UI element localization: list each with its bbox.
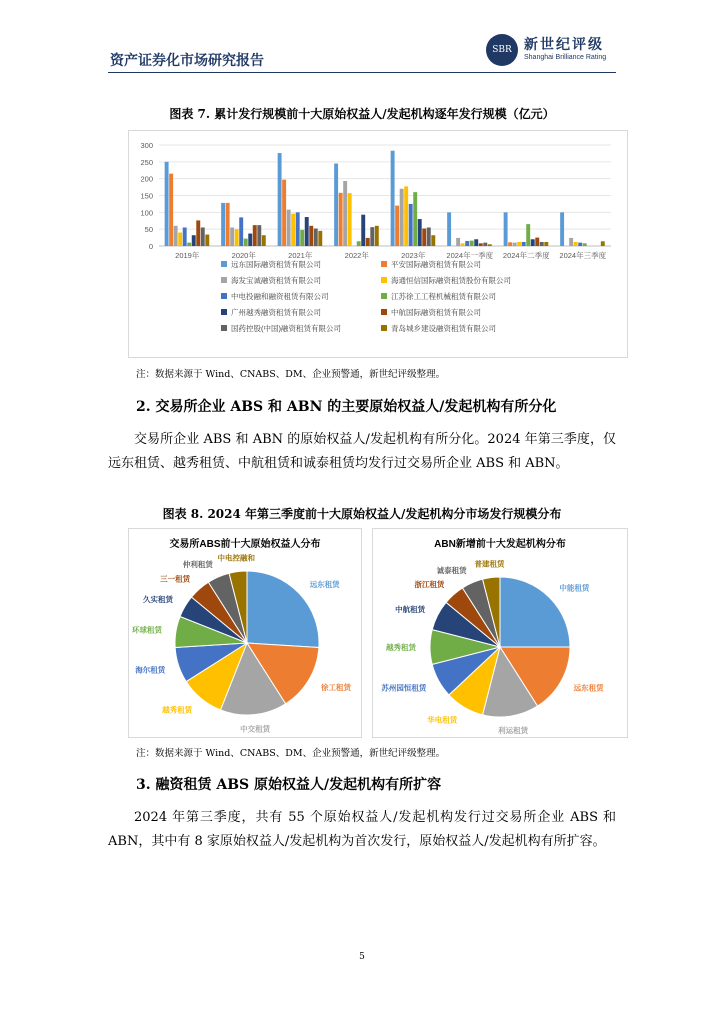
pie-slice-label: 远东租赁 [309,580,340,590]
bar [583,243,587,246]
pie-slice-label: 诚泰租赁 [436,565,467,575]
logo-emblem-icon: SBR [486,34,518,66]
bar [574,242,578,246]
bar [375,226,379,246]
legend-swatch [381,309,387,315]
bar [278,153,282,246]
pie-slice-label: 华电租赁 [427,715,458,725]
bar [544,242,548,246]
bar [187,243,191,246]
x-tick-label: 2024年一季度 [446,251,494,260]
bar [300,230,304,246]
legend-swatch [221,277,227,283]
bar [169,174,173,246]
bar [522,242,526,246]
y-tick-label: 150 [140,191,153,201]
y-tick-label: 200 [140,174,153,184]
bar [205,235,209,246]
legend-label: 青岛城乡建设融资租赁有限公司 [391,324,496,333]
bar [560,212,564,246]
figure7-source-note: 注：数据来源于 Wind、CNABS、DM、企业预警通，新世纪评级整理。 [136,369,446,380]
bar [578,243,582,246]
bar [287,210,291,246]
legend-label: 江苏徐工工程机械租赁有限公司 [391,292,496,301]
bar [400,189,404,246]
x-tick-label: 2024年三季度 [559,251,607,260]
legend-label: 海通恒信国际融资租赁股份有限公司 [391,276,511,285]
section2-paragraph: 交易所企业 ABS 和 ABN 的原始权益人/发起机构有所分化。2024 年第三季度，仅远东租赁、越秀租赁、中航租赁和诚泰租赁均发行过交易所企业 ABS 和 ABN。 [108,432,616,471]
legend-swatch [381,277,387,283]
pie-slice-label: 远东租赁 [573,683,604,693]
bar [361,215,365,246]
bar [470,241,474,246]
bar [391,151,395,246]
figure7-bar-chart [129,131,627,357]
pie-left-chart [129,529,361,737]
bar [456,238,460,246]
bar [201,227,205,246]
bar [183,227,187,246]
bar [526,224,530,246]
bar [601,241,605,246]
legend-label: 中航国际融资租赁有限公司 [391,308,481,317]
bar [474,239,478,246]
bar [174,226,178,246]
bar [165,162,169,246]
pie-right-chart [373,529,627,737]
legend-swatch [381,261,387,267]
bar [418,219,422,246]
pie-slice-label: 中航租赁 [395,604,426,614]
legend-swatch [221,261,227,267]
legend-swatch [381,325,387,331]
bar [348,193,352,246]
bar [221,203,225,246]
pie-left-frame [128,528,362,738]
bar [291,214,295,246]
bar [540,242,544,246]
pie-slice-label: 中交租赁 [240,724,271,734]
y-tick-label: 100 [140,208,153,218]
bar [226,203,230,246]
section3-paragraph: 2024 年第三季度，共有 55 个原始权益人/发起机构发行过交易所企业 ABS 和 ABN，其中有 8 家原始权益人/发起机构为首次发行，原始权益人/发起机构有所扩容。 [108,810,616,849]
bar [257,225,261,246]
bar [431,235,435,246]
legend-label: 广州越秀融资租赁有限公司 [231,308,321,317]
bar [253,225,257,246]
bar [413,192,417,246]
bar [427,227,431,246]
y-tick-label: 300 [140,141,153,150]
figure8-title: 图表 8. 2024 年第三季度前十大原始权益人/发起机构分市场发行规模分布 [162,507,562,521]
pie-slice-label: 徐工租赁 [321,682,352,692]
bar [395,206,399,246]
bar [370,227,374,246]
pie-slice-label: 利运租赁 [498,725,529,735]
pie-slice-label: 海尔租赁 [135,665,166,675]
brand-logo [486,34,616,70]
pie-slice-label: 普建租赁 [474,559,505,569]
bar [357,241,361,246]
x-tick-label: 2021年 [288,251,313,260]
bar [339,193,343,246]
figure7-chart-frame [128,130,628,358]
legend-swatch [381,293,387,299]
pie-slice [247,571,319,648]
pie-slice-label: 中能租赁 [559,583,590,593]
bar [262,235,266,246]
bar [504,212,508,246]
bar [282,180,286,246]
bar [535,238,539,246]
y-tick-label: 0 [148,242,153,251]
bar [517,242,521,246]
y-tick-label: 250 [140,157,153,167]
y-tick-label: 50 [144,225,153,235]
pie-slice-label: 苏州园恒租赁 [381,683,427,693]
bar [461,243,465,246]
bar [569,238,573,246]
figure8-source-note: 注：数据来源于 Wind、CNABS、DM、企业预警通，新世纪评级整理。 [136,748,446,759]
pie-slice-label: 久实租赁 [142,595,173,605]
pie-slice-label: 仲利租赁 [182,560,213,570]
page-number: 5 [359,952,365,962]
bar [479,243,483,246]
bar [513,243,517,246]
pie-slice-label: 浙江租赁 [414,579,445,589]
pie-right-frame [372,528,628,738]
bar [483,243,487,246]
bar [235,229,239,246]
bar [305,217,309,246]
bar [366,238,370,246]
bar [309,226,313,246]
figure7-title: 图表 7. 累计发行规模前十大原始权益人/发起机构逐年发行规模（亿元） [169,107,555,121]
bar [508,242,512,246]
bar [409,204,413,246]
bar [318,231,322,246]
pie-slice-label: 越秀租赁 [162,705,193,715]
section3-heading: 3. 融资租赁 ABS 原始权益人/发起机构有所扩容 [136,777,442,793]
section2-heading: 2. 交易所企业 ABS 和 ABN 的主要原始权益人/发起机构有所分化 [136,399,557,415]
x-tick-label: 2020年 [231,251,256,260]
bar [488,244,492,246]
bar [196,220,200,246]
pie-slice-label: 三一租赁 [160,574,191,584]
bar [404,186,408,246]
bar [244,239,248,246]
x-tick-label: 2019年 [175,251,200,260]
pie-left-title: 交易所ABS前十大原始权益人分布 [169,539,321,550]
x-tick-label: 2022年 [344,251,369,260]
legend-label: 远东国际融资租赁有限公司 [231,260,321,269]
logo-name-en: Shanghai Brilliance Rating [524,54,607,61]
pie-slice-label: 越秀租赁 [386,643,416,652]
x-tick-label: 2023年 [401,251,426,260]
bar [239,217,243,246]
legend-label: 平安国际融资租赁有限公司 [391,260,481,269]
legend-label: 中电投融和融资租赁有限公司 [231,292,329,301]
legend-label: 海发宝诚融资租赁有限公司 [231,276,321,285]
pie-right-title: ABN新增前十大发起机构分布 [434,539,566,550]
legend-swatch [221,309,227,315]
bar [447,212,451,246]
bar [343,181,347,246]
bar [314,228,318,246]
bar [178,233,182,246]
bar [296,212,300,246]
bar [192,235,196,246]
legend-swatch [221,325,227,331]
bar [531,239,535,246]
bar [422,228,426,246]
bar [230,227,234,246]
report-title: 资产证券化市场研究报告 [110,53,264,69]
pie-slice-label: 中电控融和 [217,553,255,563]
bar [248,234,252,246]
header-divider [108,72,616,73]
bar [334,164,338,246]
legend-swatch [221,293,227,299]
bar [465,241,469,246]
legend-label: 国药控股(中国)融资租赁有限公司 [231,324,341,333]
logo-name-cn: 新世纪评级 [524,37,604,53]
x-tick-label: 2024年二季度 [502,251,550,260]
pie-slice-label: 环球租赁 [132,625,163,635]
